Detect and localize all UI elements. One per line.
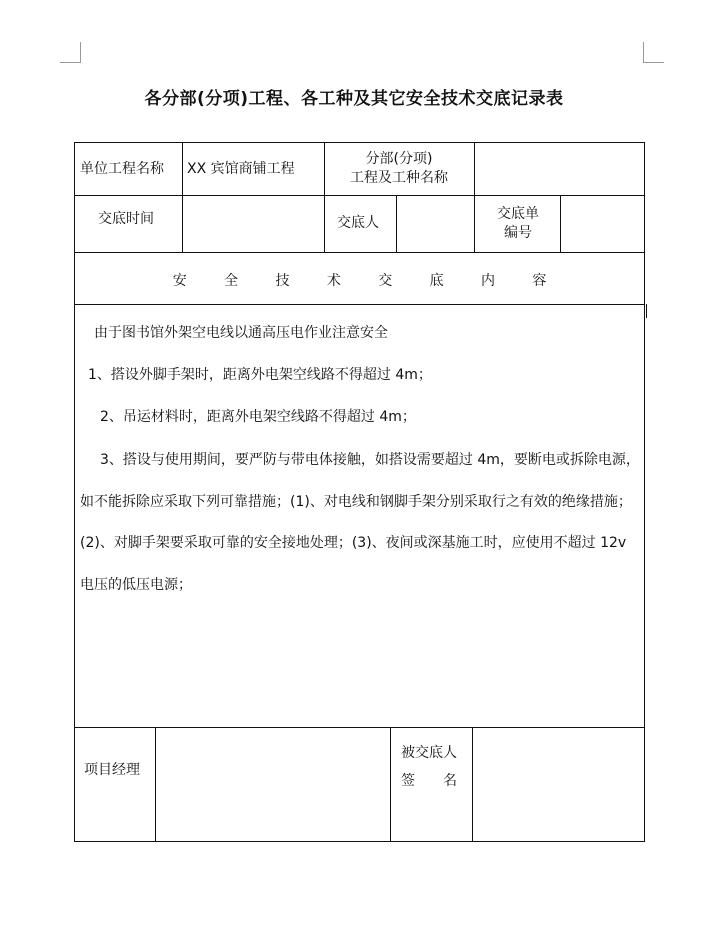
page-corner-mark-top-right bbox=[643, 42, 664, 63]
section-header-char: 容 bbox=[532, 273, 547, 289]
content-line-4: 3、搭设与使用期间，要严防与带电体接触，如搭设需要超过 4m，要断电或拆除电源， bbox=[100, 452, 640, 468]
table-border-left bbox=[74, 142, 75, 842]
footer-divider-b bbox=[390, 727, 391, 842]
safety-briefing-table bbox=[74, 142, 645, 842]
section-header-char: 技 bbox=[275, 273, 290, 289]
content-line-7: 电压的低压电源； bbox=[80, 577, 192, 593]
briefing-number-label-line2: 编号 bbox=[504, 225, 532, 241]
briefing-person-label: 交底人 bbox=[337, 215, 379, 231]
briefing-time-label: 交底时间 bbox=[98, 211, 154, 227]
row-divider-4 bbox=[74, 727, 645, 728]
document-title: 各分部(分项)工程、各工种及其它安全技术交底记录表 bbox=[144, 89, 564, 109]
project-manager-label: 项目经理 bbox=[84, 762, 140, 778]
col-divider-a bbox=[182, 142, 183, 252]
section-header-char: 全 bbox=[224, 273, 239, 289]
content-line-1: 由于图书馆外架空电线以通高压电作业注意安全 bbox=[94, 325, 388, 341]
content-line-3: 2、吊运材料时，距离外电架空线路不得超过 4m； bbox=[100, 409, 416, 425]
section-header-char: 底 bbox=[429, 273, 444, 289]
receiver-label-line2: 签 名 bbox=[401, 773, 457, 789]
section-header-char: 术 bbox=[326, 273, 341, 289]
receiver-label-line1: 被交底人 bbox=[401, 745, 457, 761]
row-divider-3 bbox=[74, 304, 645, 305]
col-divider-e bbox=[560, 195, 561, 252]
content-section-header bbox=[74, 270, 645, 290]
content-line-5: 如不能拆除应采取下列可靠措施；(1)、对电线和钢脚手架分别采取行之有效的绝缘措施； bbox=[80, 494, 632, 510]
col-divider-d bbox=[396, 195, 397, 252]
table-border-bottom bbox=[74, 841, 645, 842]
footer-divider-a bbox=[155, 727, 156, 842]
content-line-6: (2)、对脚手架要采取可靠的安全接地处理；(3)、夜间或深基施工时，应使用不超过 12v bbox=[80, 535, 627, 551]
part-name-label-line1: 分部(分项) bbox=[365, 151, 433, 167]
col-divider-c bbox=[474, 142, 475, 252]
text-cursor bbox=[646, 304, 647, 318]
section-header-char: 安 bbox=[172, 273, 187, 289]
briefing-number-label-line1: 交底单 bbox=[497, 206, 539, 222]
col-divider-b bbox=[324, 142, 325, 252]
section-header-char: 内 bbox=[480, 273, 495, 289]
content-line-2: 1、搭设外脚手架时，距离外电架空线路不得超过 4m； bbox=[88, 367, 432, 383]
row-divider-2 bbox=[74, 252, 645, 253]
section-header-char: 交 bbox=[378, 273, 393, 289]
table-border-top bbox=[74, 142, 645, 143]
part-name-label-line2: 工程及工种名称 bbox=[350, 170, 448, 186]
unit-project-name-label: 单位工程名称 bbox=[80, 161, 164, 177]
table-border-right bbox=[644, 142, 645, 842]
unit-project-name-value[interactable]: XX 宾馆商铺工程 bbox=[187, 161, 295, 177]
page-corner-mark-top-left bbox=[60, 42, 81, 63]
footer-divider-c bbox=[472, 727, 473, 842]
